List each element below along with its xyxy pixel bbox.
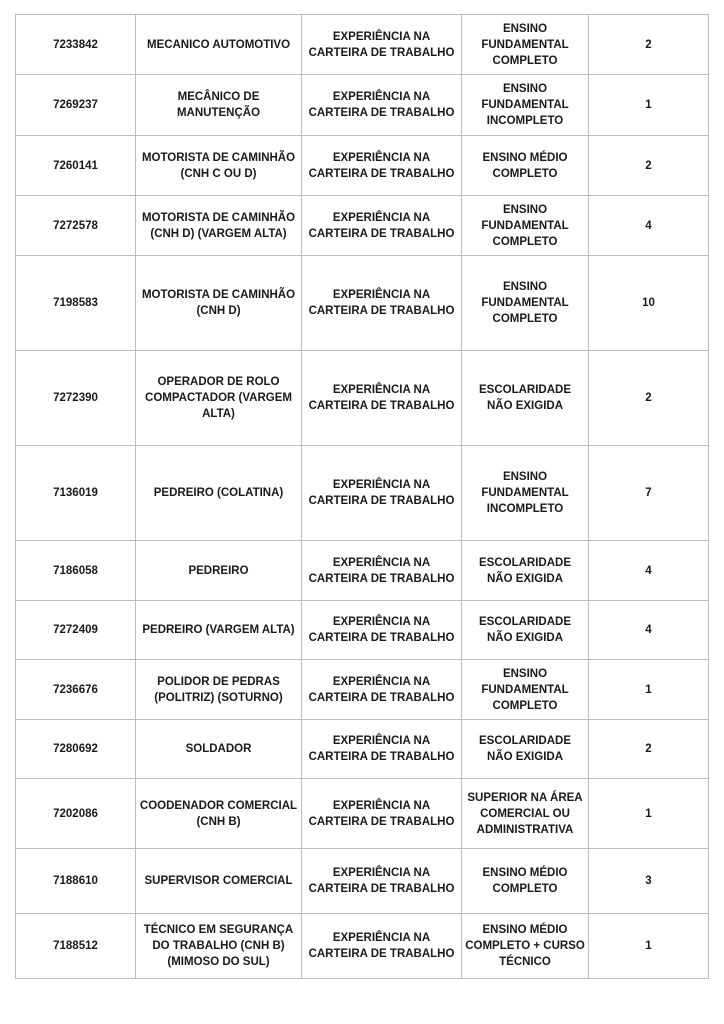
job-title: PEDREIRO (COLATINA) <box>136 446 302 541</box>
job-vacancies: 10 <box>589 256 709 351</box>
job-title: PEDREIRO (VARGEM ALTA) <box>136 601 302 660</box>
job-vacancies: 1 <box>589 660 709 720</box>
job-requirement: EXPERIÊNCIA NA CARTEIRA DE TRABALHO <box>302 541 462 601</box>
job-requirement: EXPERIÊNCIA NA CARTEIRA DE TRABALHO <box>302 351 462 446</box>
job-education: ENSINO FUNDAMENTAL COMPLETO <box>462 15 589 75</box>
job-requirement: EXPERIÊNCIA NA CARTEIRA DE TRABALHO <box>302 779 462 849</box>
table-row <box>16 849 709 914</box>
job-education: ESCOLARIDADE NÃO EXIGIDA <box>462 720 589 779</box>
table-row <box>16 779 709 849</box>
table-row <box>16 660 709 720</box>
job-requirement: EXPERIÊNCIA NA CARTEIRA DE TRABALHO <box>302 914 462 979</box>
job-vacancies: 4 <box>589 541 709 601</box>
job-code: 7260141 <box>16 136 136 196</box>
table-row <box>16 196 709 256</box>
job-code: 7280692 <box>16 720 136 779</box>
job-title: TÉCNICO EM SEGURANÇA DO TRABALHO (CNH B) (MIMOSO DO SUL) <box>136 914 302 979</box>
table-row <box>16 720 709 779</box>
table-row <box>16 136 709 196</box>
job-education: ESCOLARIDADE NÃO EXIGIDA <box>462 541 589 601</box>
job-title: SOLDADOR <box>136 720 302 779</box>
job-title: MOTORISTA DE CAMINHÃO (CNH D) <box>136 256 302 351</box>
job-code: 7272578 <box>16 196 136 256</box>
job-code: 7202086 <box>16 779 136 849</box>
job-education: ESCOLARIDADE NÃO EXIGIDA <box>462 601 589 660</box>
job-title: COODENADOR COMERCIAL (CNH B) <box>136 779 302 849</box>
job-requirement: EXPERIÊNCIA NA CARTEIRA DE TRABALHO <box>302 136 462 196</box>
job-code: 7188512 <box>16 914 136 979</box>
job-education: ENSINO FUNDAMENTAL INCOMPLETO <box>462 75 589 136</box>
job-vacancies: 2 <box>589 351 709 446</box>
job-vacancies: 4 <box>589 601 709 660</box>
job-requirement: EXPERIÊNCIA NA CARTEIRA DE TRABALHO <box>302 660 462 720</box>
table-row <box>16 914 709 979</box>
job-education: ENSINO MÉDIO COMPLETO <box>462 136 589 196</box>
job-requirement: EXPERIÊNCIA NA CARTEIRA DE TRABALHO <box>302 849 462 914</box>
job-vacancies: 1 <box>589 75 709 136</box>
job-education: ENSINO FUNDAMENTAL INCOMPLETO <box>462 446 589 541</box>
job-title: MOTORISTA DE CAMINHÃO (CNH D) (VARGEM ALTA) <box>136 196 302 256</box>
job-code: 7272409 <box>16 601 136 660</box>
job-vacancies: 2 <box>589 136 709 196</box>
job-title: PEDREIRO <box>136 541 302 601</box>
job-title: POLIDOR DE PEDRAS (POLITRIZ) (SOTURNO) <box>136 660 302 720</box>
job-code: 7186058 <box>16 541 136 601</box>
table-row <box>16 15 709 75</box>
job-code: 7272390 <box>16 351 136 446</box>
job-vacancies-table <box>15 14 709 979</box>
job-vacancies: 2 <box>589 720 709 779</box>
job-vacancies: 3 <box>589 849 709 914</box>
job-education: ENSINO FUNDAMENTAL COMPLETO <box>462 256 589 351</box>
job-requirement: EXPERIÊNCIA NA CARTEIRA DE TRABALHO <box>302 196 462 256</box>
job-education: ENSINO MÉDIO COMPLETO <box>462 849 589 914</box>
job-title: MECÂNICO DE MANUTENÇÃO <box>136 75 302 136</box>
job-education: SUPERIOR NA ÁREA COMERCIAL OU ADMINISTRATIVA <box>462 779 589 849</box>
job-vacancies: 1 <box>589 779 709 849</box>
job-code: 7269237 <box>16 75 136 136</box>
job-requirement: EXPERIÊNCIA NA CARTEIRA DE TRABALHO <box>302 15 462 75</box>
job-code: 7236676 <box>16 660 136 720</box>
table-row <box>16 256 709 351</box>
table-row <box>16 351 709 446</box>
job-vacancies: 2 <box>589 15 709 75</box>
job-requirement: EXPERIÊNCIA NA CARTEIRA DE TRABALHO <box>302 601 462 660</box>
table-row <box>16 446 709 541</box>
job-title: MECANICO AUTOMOTIVO <box>136 15 302 75</box>
job-title: MOTORISTA DE CAMINHÃO (CNH C OU D) <box>136 136 302 196</box>
job-vacancies: 7 <box>589 446 709 541</box>
job-code: 7188610 <box>16 849 136 914</box>
job-requirement: EXPERIÊNCIA NA CARTEIRA DE TRABALHO <box>302 75 462 136</box>
table-row <box>16 75 709 136</box>
job-education: ESCOLARIDADE NÃO EXIGIDA <box>462 351 589 446</box>
table-row <box>16 601 709 660</box>
job-requirement: EXPERIÊNCIA NA CARTEIRA DE TRABALHO <box>302 256 462 351</box>
job-education: ENSINO FUNDAMENTAL COMPLETO <box>462 660 589 720</box>
job-requirement: EXPERIÊNCIA NA CARTEIRA DE TRABALHO <box>302 720 462 779</box>
job-title: OPERADOR DE ROLO COMPACTADOR (VARGEM ALTA) <box>136 351 302 446</box>
job-code: 7233842 <box>16 15 136 75</box>
job-code: 7136019 <box>16 446 136 541</box>
job-vacancies: 1 <box>589 914 709 979</box>
job-title: SUPERVISOR COMERCIAL <box>136 849 302 914</box>
job-vacancies: 4 <box>589 196 709 256</box>
table-row <box>16 541 709 601</box>
job-code: 7198583 <box>16 256 136 351</box>
job-requirement: EXPERIÊNCIA NA CARTEIRA DE TRABALHO <box>302 446 462 541</box>
job-education: ENSINO FUNDAMENTAL COMPLETO <box>462 196 589 256</box>
job-education: ENSINO MÉDIO COMPLETO + CURSO TÉCNICO <box>462 914 589 979</box>
